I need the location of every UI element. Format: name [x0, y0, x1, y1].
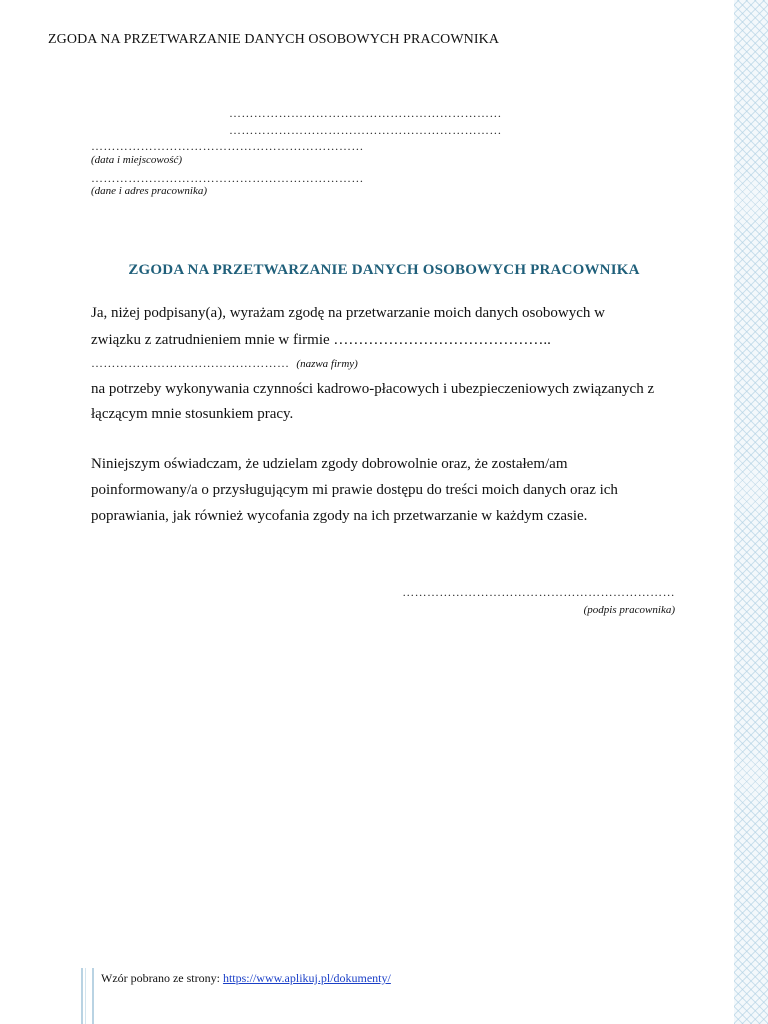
consent-line-2: związku z zatrudnieniem mnie w firmie ……………………………………..: [91, 332, 551, 348]
side-decorative-pattern: [734, 0, 768, 1024]
footer-decorative-bars: [81, 968, 94, 1024]
date-place-label: (data i miejscowość): [91, 154, 183, 166]
firm-name-label: (nazwa firmy): [296, 358, 358, 370]
date-place-dots: …………………………………………………………: [91, 139, 364, 153]
firm-name-dots: …………………………………………: [91, 356, 290, 370]
statement-line-1: Niniejszym oświadczam, że udzielam zgody dobrowolnie oraz, że zostałem/am: [91, 456, 568, 472]
statement-line-3: poprawiania, jak również wycofania zgody na ich przetwarzanie w każdym czasie.: [91, 508, 588, 524]
top-dotted-line-2: …………………………………………………………: [229, 123, 502, 137]
signature-label: (podpis pracownika): [583, 604, 675, 616]
employee-data-dots: …………………………………………………………: [91, 171, 364, 185]
employee-data-label: (dane i adres pracownika): [91, 185, 207, 197]
footer-text: Wzór pobrano ze strony:: [101, 971, 220, 985]
firm-name-field: [91, 356, 358, 371]
document-title: ZGODA NA PRZETWARZANIE DANYCH OSOBOWYCH PRACOWNIKA: [128, 262, 640, 278]
top-dotted-line-1: …………………………………………………………: [229, 106, 502, 120]
statement-line-2: poinformowany/a o przysługującym mi prawie dostępu do treści moich danych oraz ich: [91, 482, 618, 498]
consent-line-4: łączącym mnie stosunkiem pracy.: [91, 406, 294, 422]
signature-dots: …………………………………………………………: [402, 585, 675, 599]
footer: [101, 971, 391, 986]
consent-line-3: na potrzeby wykonywania czynności kadrowo-płacowych i ubezpieczeniowych związanych z: [91, 381, 655, 397]
header-title: ZGODA NA PRZETWARZANIE DANYCH OSOBOWYCH PRACOWNIKA: [48, 32, 500, 47]
consent-line-1: Ja, niżej podpisany(a), wyrażam zgodę na przetwarzanie moich danych osobowych w: [91, 305, 605, 321]
footer-link[interactable]: https://www.aplikuj.pl/dokumenty/: [222, 971, 391, 985]
